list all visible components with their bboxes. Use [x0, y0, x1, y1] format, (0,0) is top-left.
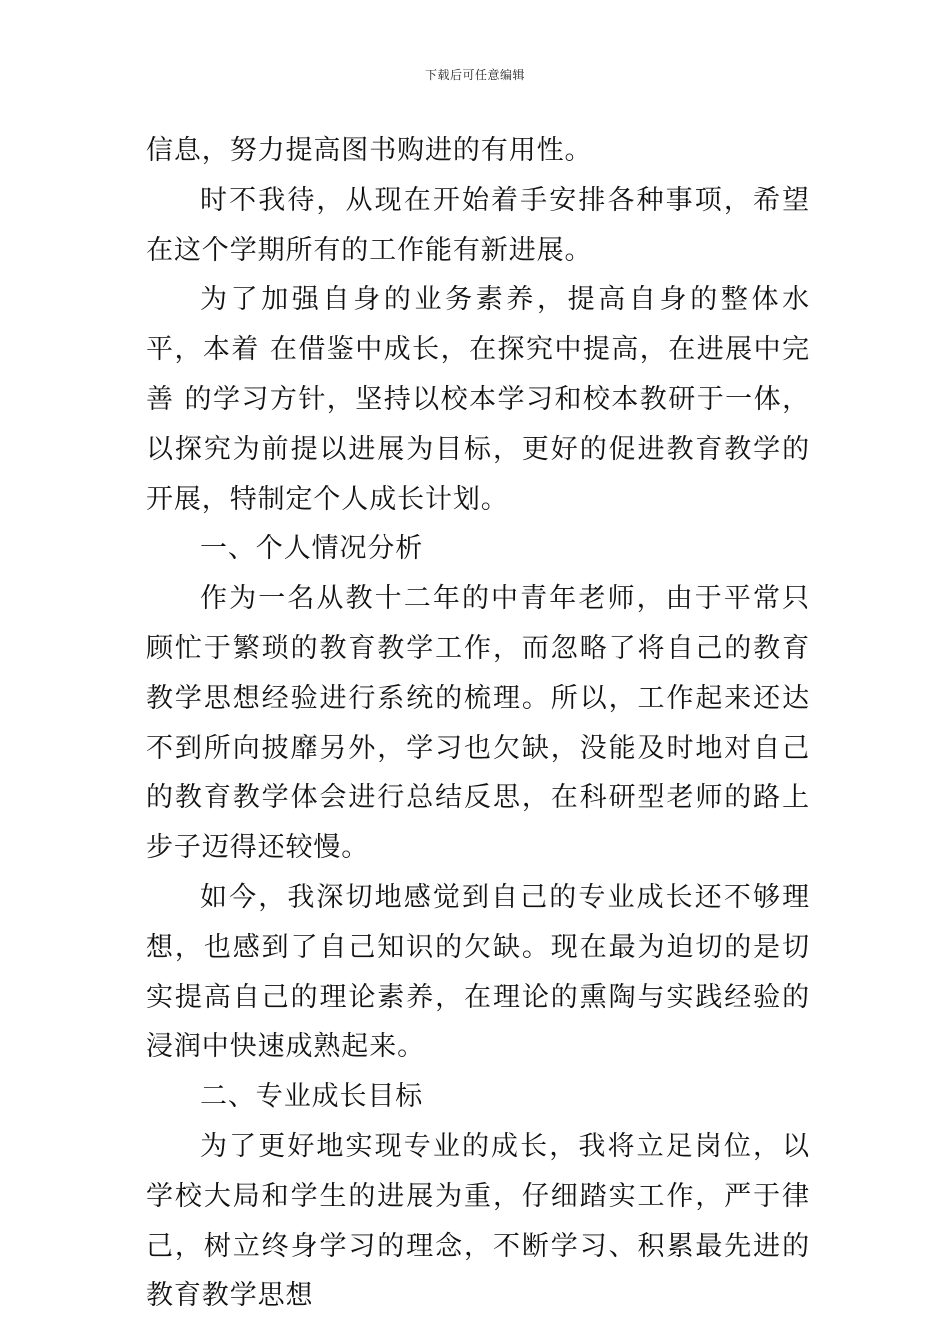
- paragraph-situation: 作为一名从教十二年的中青年老师，由于平常只顾忙于繁琐的教育教学工作，而忽略了将自己的教育教学思想经验进行系统的梳理。所以，工作起来还达不到所向披靡另外，学习也欠缺，没能及时地对自己的教育教学体会进行总结反思，在科研型老师的路上步子迈得还较慢。: [146, 583, 810, 864]
- paragraph-continuation: 信息，努力提高图书购进的有用性。: [146, 135, 593, 166]
- section-heading-1: 一、个人情况分析: [200, 533, 424, 565]
- paragraph-timing: 时不我待，从现在开始着手安排各种事项，希望在这个学期所有的工作能有新进展。: [146, 184, 810, 266]
- document-body: [146, 126, 810, 1321]
- section-heading-2: 二、专业成长目标: [200, 1081, 424, 1113]
- paragraph-goals: 为了更好地实现专业的成长，我将立足岗位，以学校大局和学生的进展为重，仔细踏实工作，严于律己，树立终身学习的理念，不断学习、积累最先进的教育教学思想: [146, 1130, 810, 1312]
- page-header: 下载后可任意编辑: [424, 68, 525, 82]
- paragraph-awareness: 如今，我深切地感觉到自己的专业成长还不够理想，也感到了自己知识的欠缺。现在最为迫切的是切实提高自己的理论素养，在理论的熏陶与实践经验的浸润中快速成熟起来。: [146, 881, 810, 1063]
- paragraph-purpose: 为了加强自身的业务素养，提高自身的整体水平，本着 在借鉴中成长，在探究中提高，在进展中完善 的学习方针，坚持以校本学习和校本教研于一体，以探究为前提以进展为目标，更好的促进教育教学的开展，特制定个人成长计划。: [146, 284, 810, 515]
